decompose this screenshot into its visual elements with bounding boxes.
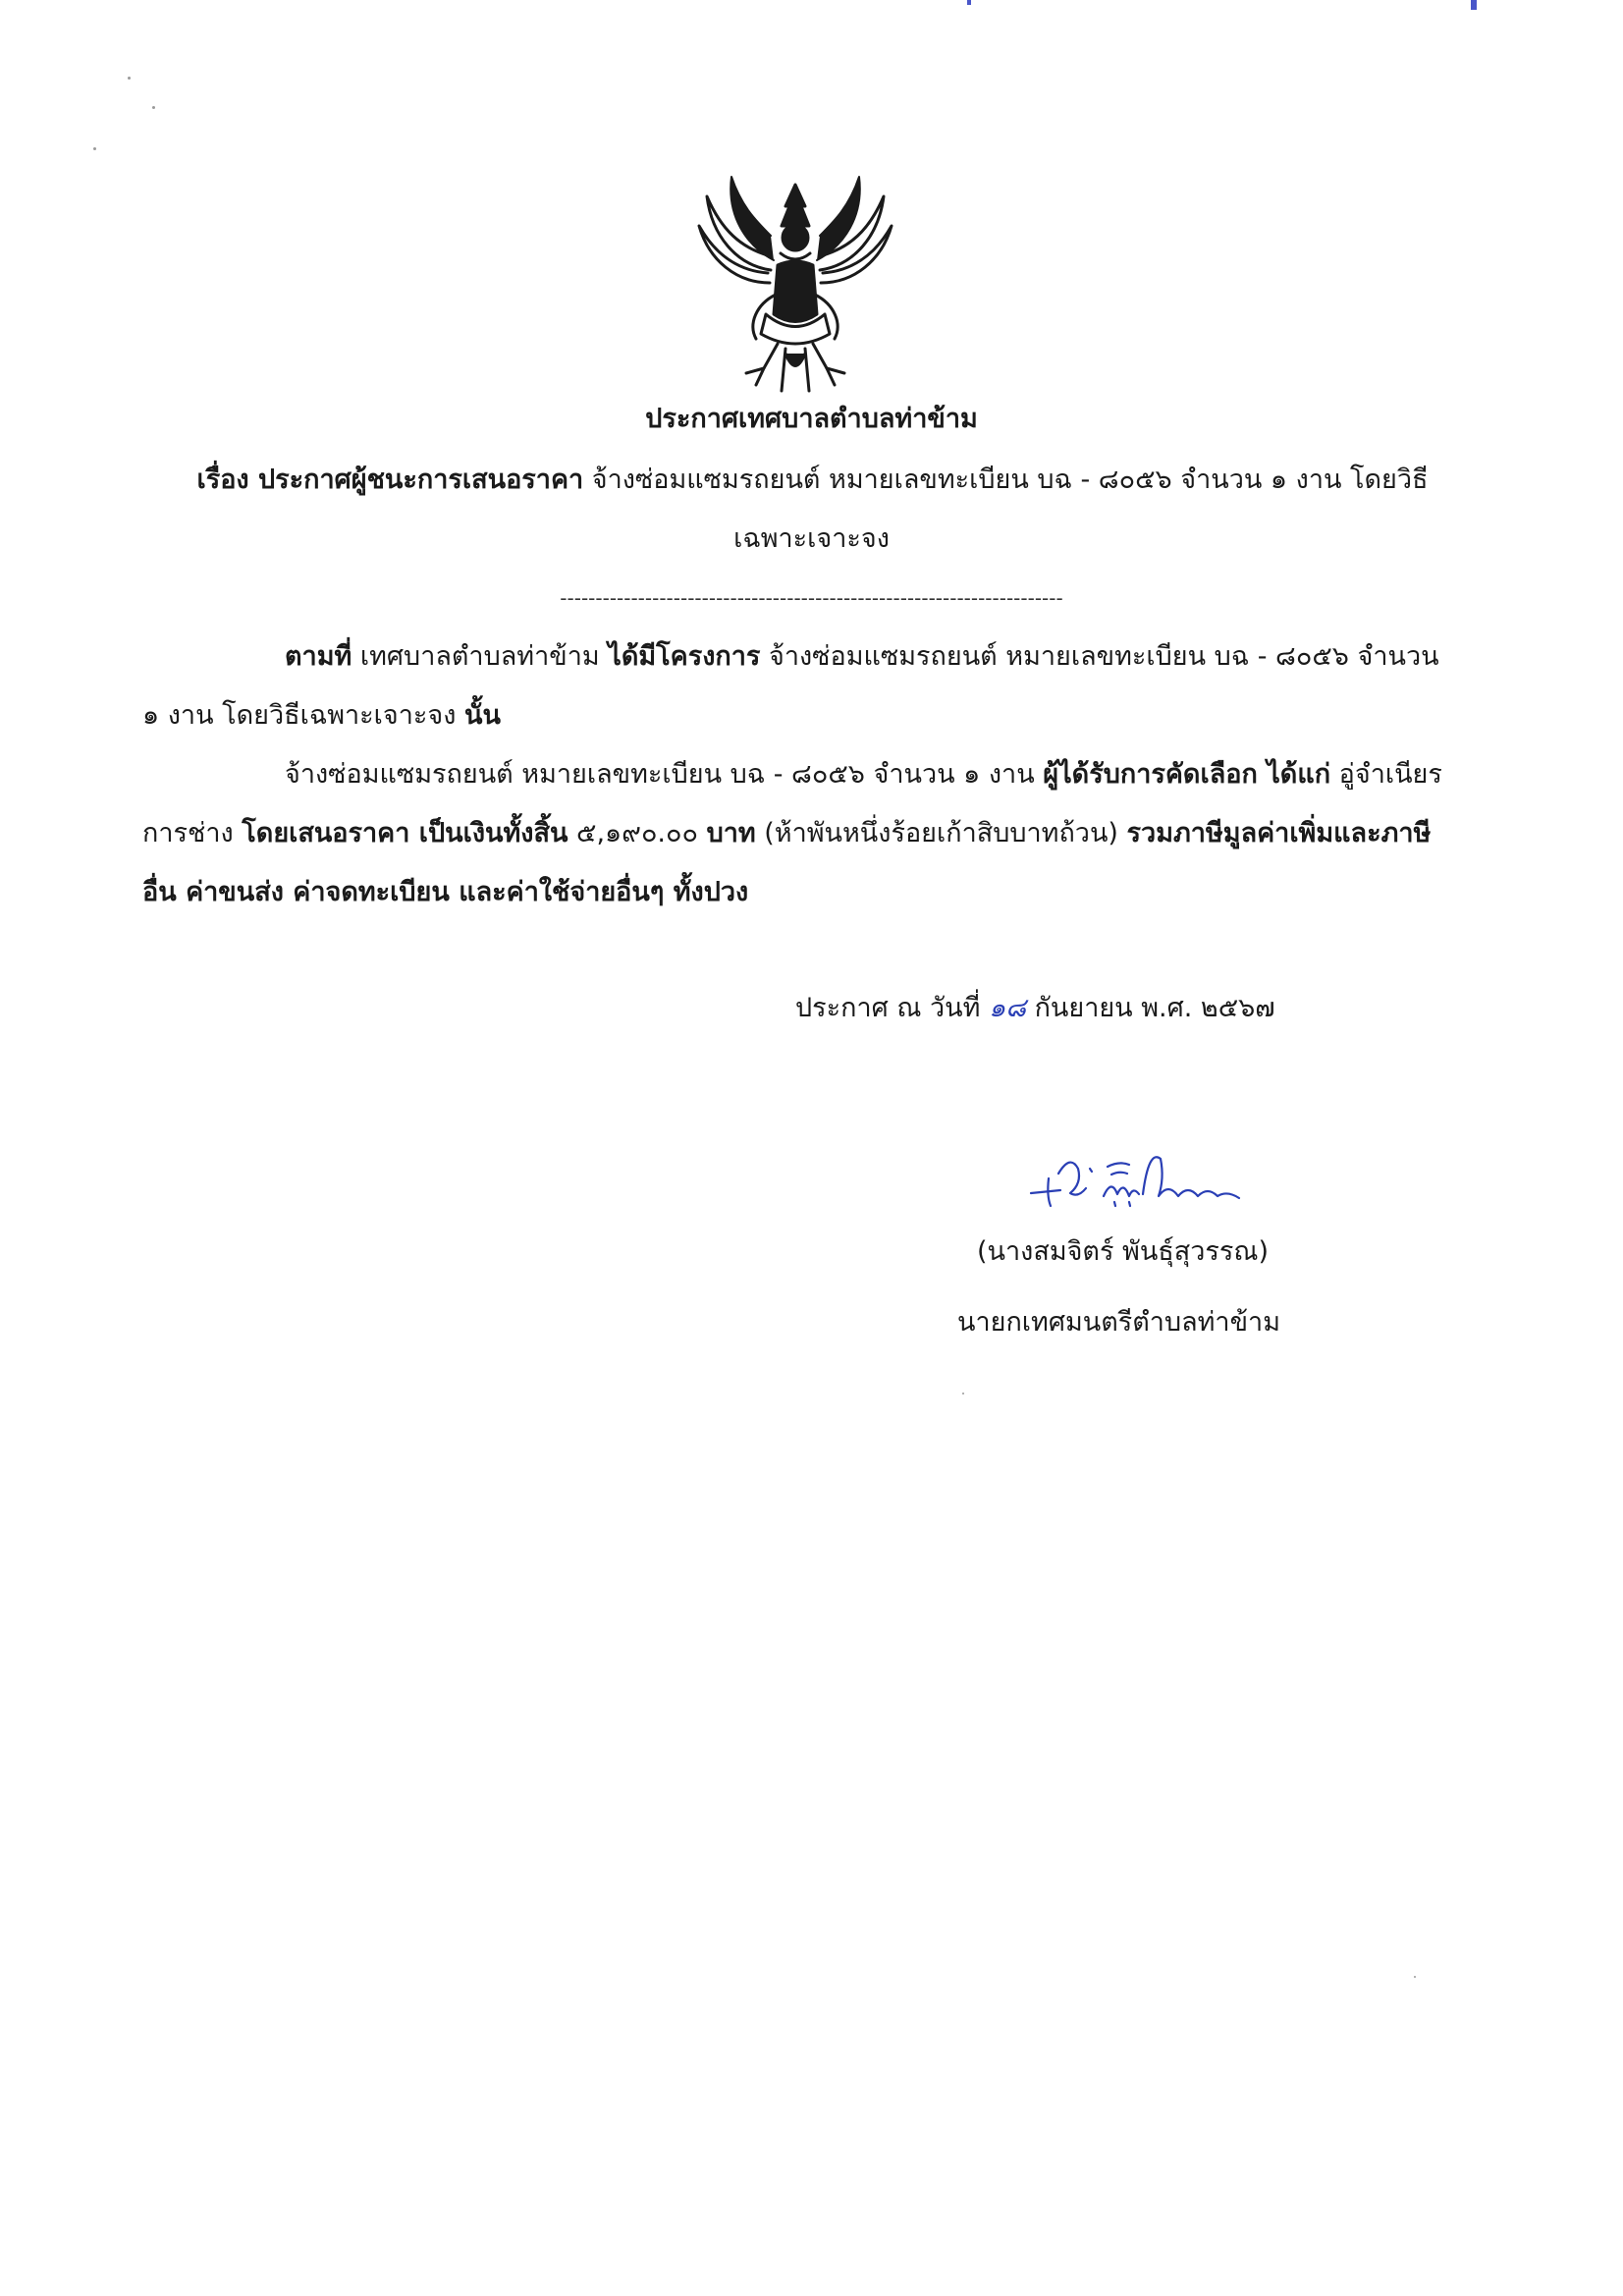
paragraph-1-line-2 xyxy=(142,699,501,733)
subject-label: เรื่อง ประกาศผู้ชนะการเสนอราคา xyxy=(196,465,584,495)
scan-speck xyxy=(152,106,155,109)
paragraph-2-project: จ้างซ่อมแซมรถยนต์ หมายเลขทะเบียน บฉ - ๘๐๕๖ จำนวน ๑ งาน xyxy=(285,759,1035,790)
paragraph-2-tax-note: รวมภาษีมูลค่าเพิ่มและภาษี xyxy=(1126,818,1432,848)
paragraph-2-winner-label: ผู้ได้รับการคัดเลือก ได้แก่ xyxy=(1043,759,1331,790)
paragraph-1-agency: เทศบาลตำบลท่าข้าม xyxy=(359,641,600,672)
paragraph-2-winner-cont: การช่าง xyxy=(142,818,234,848)
scan-mark xyxy=(967,0,971,5)
paragraph-1-project-label: ได้มีโครงการ xyxy=(608,641,761,672)
date-day: ๑๘ xyxy=(989,993,1026,1023)
paragraph-1-line-1 xyxy=(285,640,1439,674)
garuda-emblem-icon xyxy=(687,167,903,398)
document-title: ประกาศเทศบาลตำบลท่าข้าม xyxy=(645,404,978,434)
scan-speck xyxy=(128,77,131,80)
scan-speck xyxy=(93,147,96,150)
handwritten-signature-icon xyxy=(1021,1139,1257,1228)
paragraph-2-currency: บาท xyxy=(706,818,756,848)
signer-name: (นางสมจิตร์ พันธุ์สุวรรณ) xyxy=(977,1236,1270,1267)
paragraph-2-line-1 xyxy=(285,758,1442,792)
scan-mark xyxy=(1471,0,1477,10)
announcement-date xyxy=(795,992,1275,1025)
paragraph-2-line-2 xyxy=(142,817,1431,850)
divider-line: ----------------------------------------------------------------------- xyxy=(560,586,1063,610)
date-month-year: กันยายน พ.ศ. ๒๕๖๗ xyxy=(1034,993,1275,1023)
paragraph-2-price: ๕,๑๙๐.๐๐ xyxy=(576,818,698,848)
paragraph-2-price-label: โดยเสนอราคา เป็นเงินทั้งสิ้น xyxy=(242,818,568,848)
subject-text: จ้างซ่อมแซมรถยนต์ หมายเลขทะเบียน บฉ - ๘๐๕๖ จำนวน ๑ งาน โดยวิธี xyxy=(591,465,1429,495)
paragraph-2-winner: อู่จำเนียร xyxy=(1338,759,1442,790)
date-prefix: ประกาศ ณ วันที่ xyxy=(795,993,981,1023)
paragraph-1-method: ๑ งาน โดยวิธีเฉพาะเจาะจง xyxy=(142,700,457,731)
signer-position: นายกเทศมนตรีตำบลท่าข้าม xyxy=(957,1307,1280,1338)
paragraph-1-end: นั้น xyxy=(464,700,501,731)
paragraph-1-lead: ตามที่ xyxy=(285,641,352,672)
paragraph-2-price-words: (ห้าพันหนึ่งร้อยเก้าสิบบาทถ้วน) xyxy=(764,818,1118,848)
paragraph-1-project: จ้างซ่อมแซมรถยนต์ หมายเลขทะเบียน บฉ - ๘๐๕๖ จำนวน xyxy=(769,641,1439,672)
document-subject-line-1 xyxy=(142,464,1483,497)
scan-speck xyxy=(962,1393,964,1394)
paragraph-2-line-3: อื่น ค่าขนส่ง ค่าจดทะเบียน และค่าใช้จ่ายอื่นๆ ทั้งปวง xyxy=(142,877,749,907)
document-subject-line-2: เฉพาะเจาะจง xyxy=(733,523,890,554)
scan-speck xyxy=(1414,1976,1416,1978)
